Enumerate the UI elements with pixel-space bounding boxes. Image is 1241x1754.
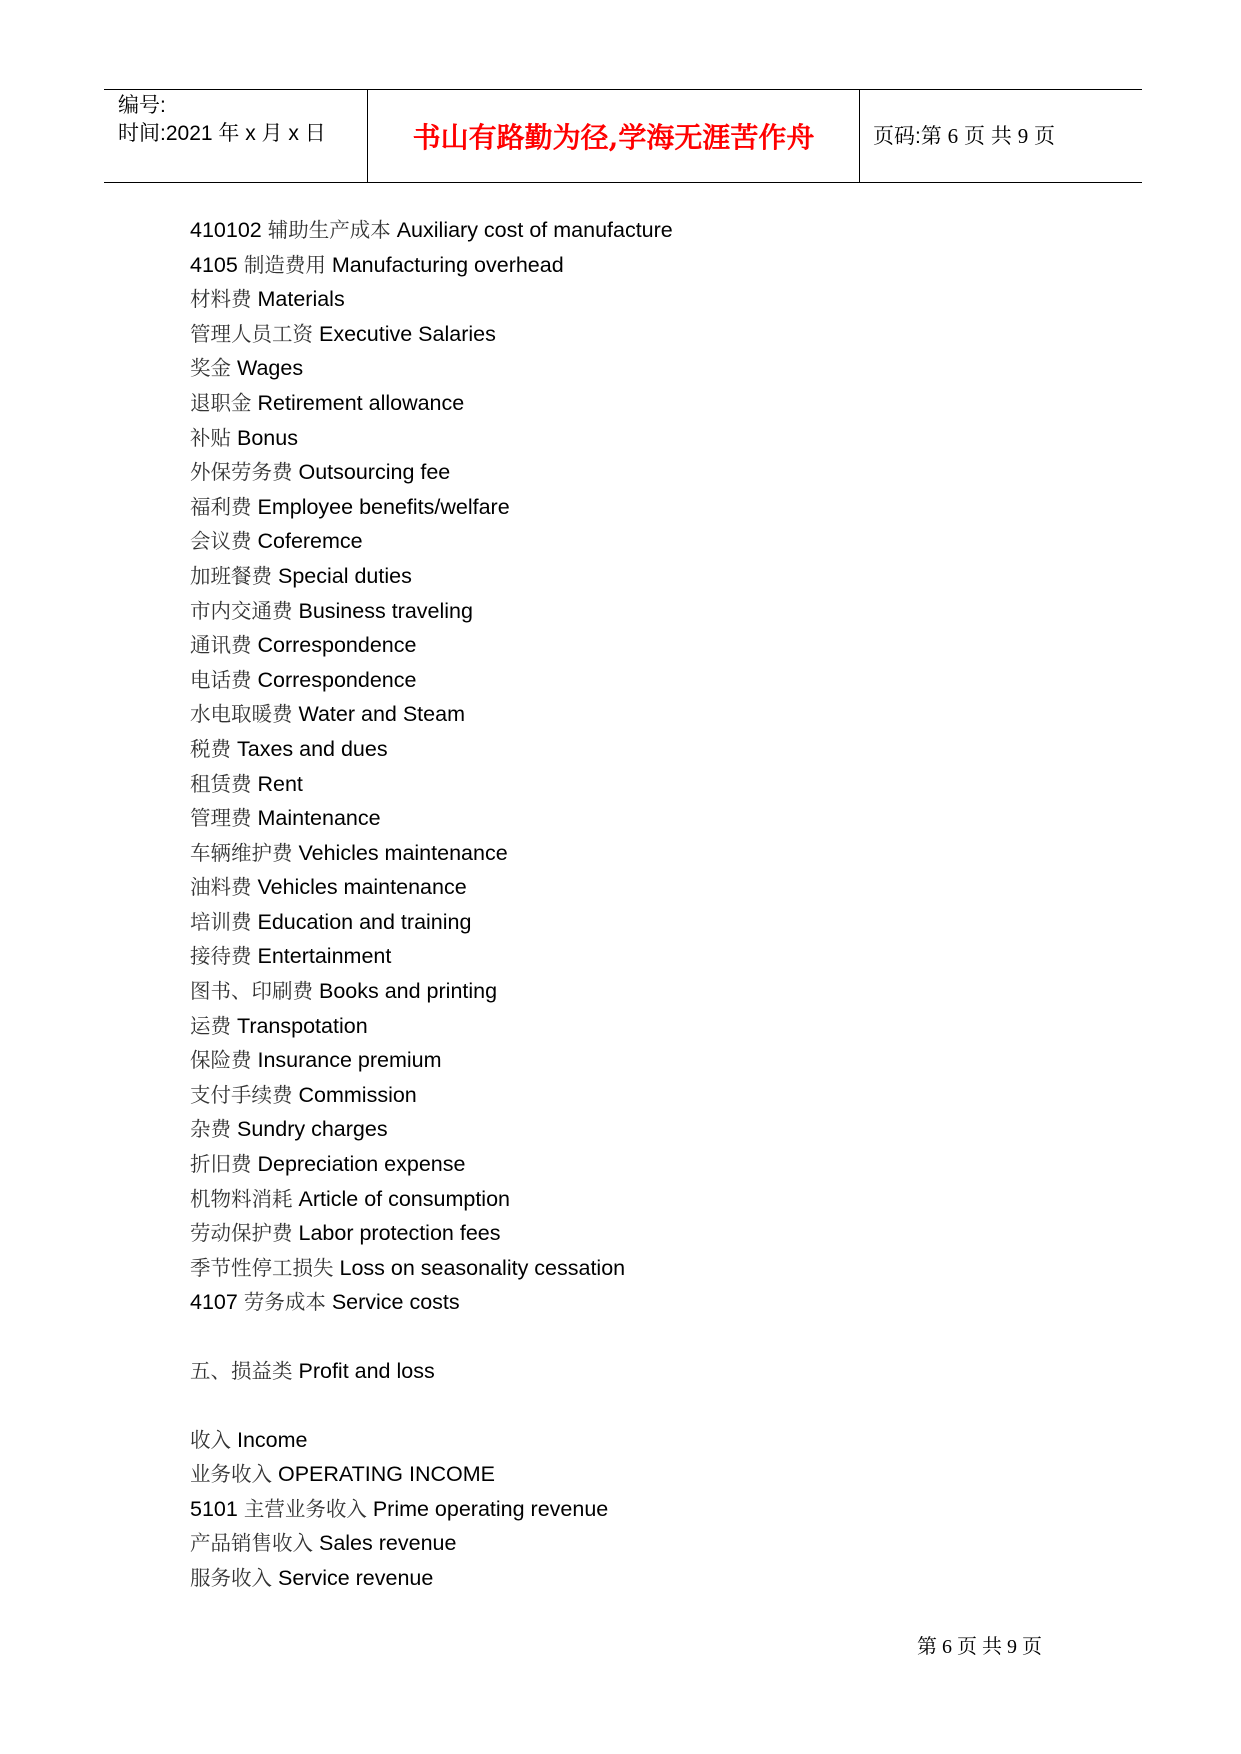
document-header (104, 89, 1142, 183)
english-term: Service costs (331, 1290, 460, 1315)
english-term: Wages (236, 356, 304, 381)
english-term: Books and printing (318, 979, 498, 1004)
blank-line (190, 1320, 1090, 1354)
chinese-term: 运费 (190, 1013, 231, 1038)
chinese-term: 车辆维护费 (190, 840, 293, 865)
chinese-term: 水电取暖费 (190, 702, 293, 727)
glossary-entry (190, 282, 1090, 317)
chinese-term: 制造费用 (243, 252, 326, 277)
glossary-entry (190, 905, 1090, 940)
english-term: Materials (257, 287, 345, 312)
header-page-indicator (873, 122, 1055, 151)
chinese-term: 主营业务收入 (243, 1496, 367, 1521)
english-term: Prime operating revenue (372, 1496, 609, 1521)
english-term: Vehicles maintenance (257, 875, 467, 900)
english-term: Labor protection fees (298, 1221, 501, 1246)
english-term: Retirement allowance (257, 390, 465, 415)
english-term: Bonus (236, 425, 298, 450)
glossary-entry (190, 1285, 1090, 1320)
chinese-term: 业务收入 (190, 1462, 272, 1487)
chinese-term: 补贴 (190, 425, 231, 450)
glossary-list (190, 213, 1090, 1596)
glossary-entry (190, 1561, 1090, 1596)
english-term: Transpotation (236, 1013, 368, 1038)
header-motto-cell (368, 90, 860, 182)
chinese-term: 杂费 (190, 1117, 231, 1142)
glossary-entry (190, 524, 1090, 559)
glossary-entry (190, 213, 1090, 248)
glossary-entry (190, 1112, 1090, 1147)
document-date: 时间:2021 年 x 月 x 日 (118, 122, 326, 145)
chinese-term: 接待费 (190, 944, 252, 969)
header-motto: 书山有路勤为径,学海无涯苦作舟 (412, 121, 815, 154)
chinese-term: 退职金 (190, 390, 252, 415)
english-term: Commission (298, 1082, 417, 1107)
glossary-entry (190, 732, 1090, 767)
account-code: 410102 (190, 218, 262, 242)
english-term: Taxes and dues (236, 736, 388, 761)
chinese-term: 五、损益类 (190, 1359, 293, 1383)
chinese-term: 图书、印刷费 (190, 979, 313, 1004)
english-term: Auxiliary cost of manufacture (396, 218, 673, 242)
glossary-entry (190, 767, 1090, 802)
english-term: Coferemce (257, 529, 363, 554)
chinese-term: 管理人员工资 (190, 321, 313, 346)
footer-mid: 页 共 (952, 1636, 1007, 1658)
page-footer (917, 1634, 1042, 1660)
glossary-entry (190, 1354, 1090, 1389)
header-page-prefix: 页码:第 (873, 125, 948, 148)
glossary-entry (190, 1492, 1090, 1527)
glossary-entry (190, 1043, 1090, 1078)
chinese-term: 福利费 (190, 494, 252, 519)
glossary-entry (190, 1147, 1090, 1182)
account-code: 4107 (190, 1290, 238, 1315)
chinese-term: 奖金 (190, 356, 231, 381)
chinese-term: 季节性停工损失 (190, 1255, 334, 1280)
chinese-term: 服务收入 (190, 1565, 272, 1590)
account-code: 5101 (190, 1496, 238, 1521)
glossary-entry (190, 836, 1090, 871)
footer-prefix: 第 (917, 1636, 942, 1658)
chinese-term: 收入 (190, 1427, 231, 1452)
chinese-term: 支付手续费 (190, 1082, 293, 1107)
english-term: Manufacturing overhead (331, 252, 564, 277)
english-term: Employee benefits/welfare (257, 494, 510, 519)
header-page-current: 6 (947, 124, 959, 148)
chinese-term: 外保劳务费 (190, 460, 293, 485)
glossary-entry (190, 490, 1090, 525)
chinese-term: 通讯费 (190, 633, 252, 658)
english-term: Vehicles maintenance (298, 840, 508, 865)
english-term: Loss on seasonality cessation (339, 1255, 626, 1280)
glossary-entry (190, 663, 1090, 698)
glossary-entry (190, 594, 1090, 629)
glossary-entry (190, 1526, 1090, 1561)
glossary-entry (190, 1182, 1090, 1217)
english-term: Insurance premium (257, 1048, 442, 1073)
account-code: 4105 (190, 252, 238, 277)
english-term: Executive Salaries (318, 321, 496, 346)
english-term: Special duties (277, 563, 412, 588)
english-term: Profit and loss (298, 1359, 435, 1383)
glossary-entry (190, 421, 1090, 456)
chinese-term: 辅助生产成本 (267, 218, 391, 242)
glossary-entry (190, 628, 1090, 663)
header-page-suffix: 页 (1028, 125, 1056, 148)
header-page-total: 9 (1017, 124, 1029, 148)
glossary-entry (190, 1423, 1090, 1458)
chinese-term: 培训费 (190, 909, 252, 934)
glossary-entry (190, 248, 1090, 283)
glossary-entry (190, 801, 1090, 836)
glossary-entry (190, 939, 1090, 974)
english-term: Maintenance (257, 806, 381, 831)
document-number-label: 编号: (118, 94, 166, 117)
english-term: Business traveling (298, 598, 473, 623)
glossary-entry (190, 1251, 1090, 1286)
glossary-entry (190, 351, 1090, 386)
glossary-entry (190, 455, 1090, 490)
glossary-entry (190, 1457, 1090, 1492)
chinese-term: 折旧费 (190, 1152, 252, 1177)
header-page-cell (861, 90, 1142, 182)
chinese-term: 会议费 (190, 529, 252, 554)
english-term: Depreciation expense (257, 1152, 466, 1177)
blank-line (190, 1389, 1090, 1423)
chinese-term: 油料费 (190, 875, 252, 900)
chinese-term: 保险费 (190, 1048, 252, 1073)
english-term: Education and training (257, 909, 472, 934)
chinese-term: 机物料消耗 (190, 1186, 293, 1211)
chinese-term: 产品销售收入 (190, 1531, 313, 1556)
footer-suffix: 页 (1017, 1636, 1042, 1658)
chinese-term: 加班餐费 (190, 563, 272, 588)
english-term: Income (236, 1427, 308, 1452)
chinese-term: 租赁费 (190, 771, 252, 796)
english-term: Correspondence (257, 633, 417, 658)
glossary-entry (190, 317, 1090, 352)
english-term: OPERATING INCOME (277, 1462, 495, 1487)
glossary-entry (190, 697, 1090, 732)
glossary-entry (190, 1078, 1090, 1113)
chinese-term: 电话费 (190, 667, 252, 692)
chinese-term: 管理费 (190, 806, 252, 831)
english-term: Sundry charges (236, 1117, 388, 1142)
footer-page-current: 6 (942, 1636, 952, 1658)
glossary-entry (190, 1216, 1090, 1251)
glossary-entry (190, 559, 1090, 594)
chinese-term: 税费 (190, 736, 231, 761)
english-term: Rent (257, 771, 303, 796)
english-term: Water and Steam (298, 702, 465, 727)
chinese-term: 市内交通费 (190, 598, 293, 623)
chinese-term: 劳动保护费 (190, 1221, 293, 1246)
footer-page-total: 9 (1007, 1636, 1017, 1658)
glossary-entry (190, 974, 1090, 1009)
chinese-term: 劳务成本 (243, 1290, 326, 1315)
english-term: Service revenue (277, 1565, 434, 1590)
english-term: Article of consumption (298, 1186, 510, 1211)
header-page-mid: 页 共 (958, 125, 1018, 148)
english-term: Sales revenue (318, 1531, 457, 1556)
chinese-term: 材料费 (190, 287, 252, 312)
english-term: Entertainment (257, 944, 392, 969)
glossary-entry (190, 1009, 1090, 1044)
english-term: Correspondence (257, 667, 417, 692)
glossary-entry (190, 386, 1090, 421)
english-term: Outsourcing fee (298, 460, 451, 485)
header-info-cell (104, 90, 368, 182)
glossary-entry (190, 870, 1090, 905)
